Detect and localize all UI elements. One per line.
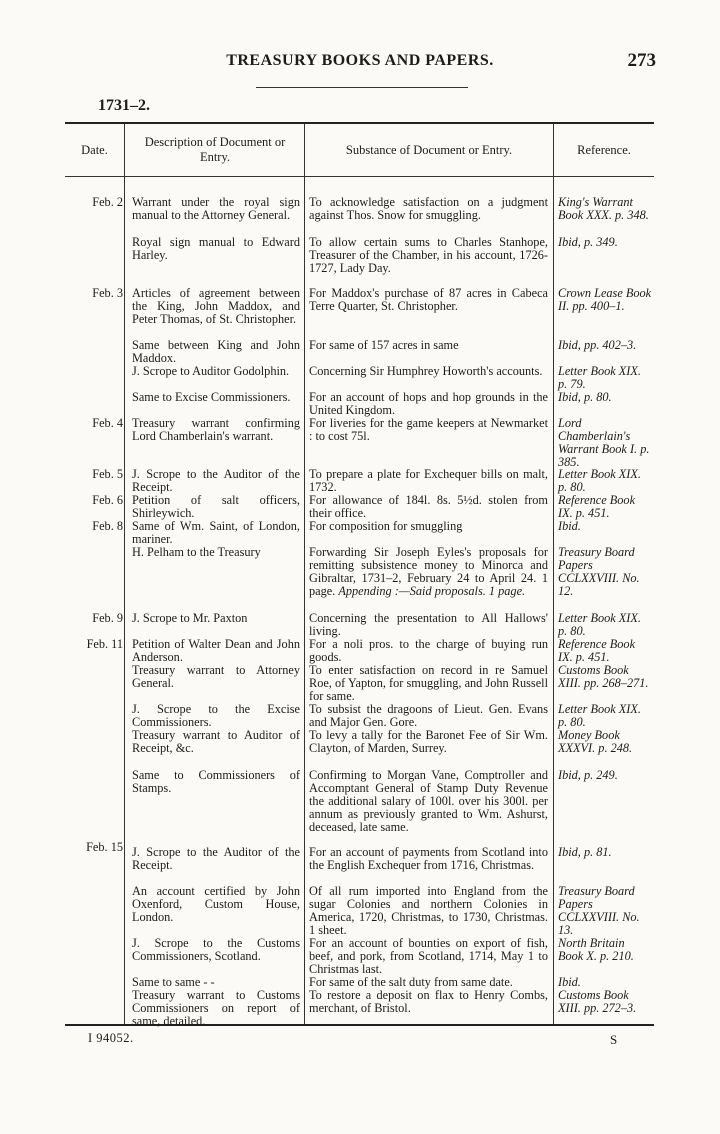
substance-main: Forwarding Sir Joseph Eyles's proposals for remitting subsistence money to Minorca and Gibraltar, 1731–2, February 24 to April 24. 1 page. bbox=[309, 545, 548, 598]
row-description: Petition of salt officers, Shirleywich. bbox=[132, 493, 300, 520]
row-reference: Ibid, pp. 402–3. bbox=[558, 338, 637, 352]
page-number: 273 bbox=[627, 50, 656, 71]
row-substance: To restore a deposit on flax to Henry Combs, merchant, of Bristol. bbox=[309, 988, 548, 1015]
column-divider bbox=[304, 124, 305, 1024]
row-date: Feb. 4 bbox=[92, 416, 123, 430]
row-substance: To subsist the dragoons of Lieut. Gen. Evans and Major Gen. Gore. bbox=[309, 702, 548, 729]
row-substance: For same of the salt duty from same date. bbox=[309, 975, 513, 989]
row-description: Same to Commissioners of Stamps. bbox=[132, 768, 300, 795]
row-reference: Letter Book XIX. p. 80. bbox=[558, 611, 641, 638]
row-description: Treasury warrant confirming Lord Chamberlain's warrant. bbox=[132, 416, 300, 443]
row-substance: Concerning the presentation to All Hallows' living. bbox=[309, 611, 548, 638]
row-reference: Reference Book IX. p. 451. bbox=[558, 493, 636, 520]
gathering-mark: S bbox=[610, 1032, 618, 1047]
row-reference: Ibid. bbox=[558, 975, 581, 989]
row-reference: Letter Book XIX. p. 80. bbox=[558, 702, 641, 729]
row-description: J. Scrope to Mr. Paxton bbox=[132, 611, 248, 625]
row-description: Treasury warrant to Customs Commissioners on report of same, detailed. bbox=[132, 988, 300, 1028]
row-reference: Customs Book XIII. pp. 268–271. bbox=[558, 663, 649, 690]
row-reference: Money Book XXXVI. p. 248. bbox=[558, 728, 633, 755]
row-description: J. Scrope to Auditor Godolphin. bbox=[132, 364, 290, 378]
column-header-reference: Reference. bbox=[577, 142, 631, 157]
row-reference: Treasury Board Papers CCLXXVIII. No. 12. bbox=[558, 545, 640, 598]
row-description: Royal sign manual to Edward Harley. bbox=[132, 235, 300, 262]
row-reference: Ibid, p. 81. bbox=[558, 845, 612, 859]
row-description: J. Scrope to the Auditor of the Receipt. bbox=[132, 467, 300, 494]
row-description: Articles of agreement between the King, John Maddox, and Peter Thomas, of St. Christopher. bbox=[132, 286, 300, 326]
row-description: Same between King and John Maddox. bbox=[132, 338, 300, 365]
row-reference: North Britain Book X. p. 210. bbox=[558, 936, 634, 963]
row-date: Feb. 15 bbox=[86, 840, 123, 854]
row-description: Same of Wm. Saint, of London, mariner. bbox=[132, 519, 300, 546]
row-substance: For Maddox's purchase of 87 acres in Cabeca Terre Quarter, St. Christopher. bbox=[309, 286, 548, 313]
row-reference: Lord Chamberlain's Warrant Book I. p. 385. bbox=[558, 416, 650, 469]
column-header-description: Description of Document or Entry. bbox=[144, 135, 286, 164]
row-date: Feb. 2 bbox=[92, 195, 123, 209]
row-reference: Ibid, p. 249. bbox=[558, 768, 618, 782]
row-description: H. Pelham to the Treasury bbox=[132, 545, 261, 559]
substance-appending: Appending :—Said proposals. 1 page. bbox=[338, 584, 526, 598]
row-description: Treasury warrant to Attorney General. bbox=[132, 663, 300, 690]
row-substance: For an account of payments from Scotland into the English Exchequer from 1716, Christmas. bbox=[309, 845, 548, 872]
row-substance: For allowance of 184l. 8s. 5½d. stolen from their office. bbox=[309, 493, 548, 520]
column-header-date: Date. bbox=[81, 142, 108, 157]
row-description: Petition of Walter Dean and John Anderson. bbox=[132, 637, 300, 664]
year-heading: 1731–2. bbox=[98, 97, 150, 114]
row-substance: To prepare a plate for Exchequer bills on malt, 1732. bbox=[309, 467, 548, 494]
row-date: Feb. 9 bbox=[92, 611, 123, 625]
row-description: An account certified by John Oxenford, Custom House, London. bbox=[132, 884, 300, 924]
row-substance: For composition for smuggling bbox=[309, 519, 463, 533]
column-divider bbox=[553, 124, 554, 1024]
row-date: Feb. 3 bbox=[92, 286, 123, 300]
row-substance: To allow certain sums to Charles Stanhope, Treasurer of the Chamber, in his account, 1726-1727, Lady Day. bbox=[309, 235, 548, 275]
row-description: Same to Excise Commissioners. bbox=[132, 390, 291, 404]
column-header-substance: Substance of Document or Entry. bbox=[345, 142, 513, 157]
entries-table bbox=[65, 122, 654, 1026]
row-substance: To enter satisfaction on record in re Samuel Roe, of Yapton, for smuggling, and John Russell for same. bbox=[309, 663, 548, 703]
row-reference: Customs Book XIII. pp. 272–3. bbox=[558, 988, 637, 1015]
row-reference: Ibid, p. 80. bbox=[558, 390, 612, 404]
row-substance: To levy a tally for the Baronet Fee of Sir Wm. Clayton, of Marden, Surrey. bbox=[309, 728, 548, 755]
row-substance: Confirming to Morgan Vane, Comptroller and Accomptant General of Stamp Duty Revenue the additional salary of 100l. over his 300l. per annum as previously granted to Wm. Ashurst, deceased, late same. bbox=[309, 768, 548, 834]
row-reference: Crown Lease Book II. pp. 400–1. bbox=[558, 286, 652, 313]
row-substance: To acknowledge satisfaction on a judgment against Thos. Snow for smuggling. bbox=[309, 195, 548, 222]
row-substance: Of all rum imported into England from the sugar Colonies and northern Colonies in America, 1720, Christmas, to 1730, Christmas. 1 sheet. bbox=[309, 884, 548, 937]
row-date: Feb. 5 bbox=[92, 467, 123, 481]
row-reference: Letter Book XIX. p. 79. bbox=[558, 364, 641, 391]
row-description: J. Scrope to the Auditor of the Receipt. bbox=[132, 845, 300, 872]
signature-mark: I 94052. bbox=[88, 1031, 134, 1045]
row-description: Same to same - - bbox=[132, 975, 215, 989]
row-description: Warrant under the royal sign manual to the Attorney General. bbox=[132, 195, 300, 222]
row-date: Feb. 8 bbox=[92, 519, 123, 533]
row-description: J. Scrope to the Customs Commissioners, Scotland. bbox=[132, 936, 300, 963]
row-substance: For same of 157 acres in same bbox=[309, 338, 459, 352]
column-divider bbox=[124, 124, 125, 1024]
header-rule-table bbox=[65, 176, 654, 177]
running-head: TREASURY BOOKS AND PAPERS. bbox=[226, 52, 494, 69]
row-reference: Ibid. bbox=[558, 519, 581, 533]
row-substance: For an account of hops and hop grounds in the United Kingdom. bbox=[309, 390, 548, 417]
row-date: Feb. 6 bbox=[92, 493, 123, 507]
row-reference: Reference Book IX. p. 451. bbox=[558, 637, 636, 664]
row-date: Feb. 11 bbox=[86, 637, 123, 651]
row-reference: Letter Book XIX. p. 80. bbox=[558, 467, 641, 494]
row-substance: For an account of bounties on export of fish, beef, and pork, from Scotland, 1714, May 1 to Christmas last. bbox=[309, 936, 548, 976]
row-reference: King's Warrant Book XXX. p. 348. bbox=[558, 195, 649, 222]
header-rule bbox=[256, 87, 468, 88]
row-description: J. Scrope to the Excise Commissioners. bbox=[132, 702, 300, 729]
row-substance bbox=[309, 546, 548, 598]
row-substance: For liveries for the game keepers at Newmarket : to cost 75l. bbox=[309, 416, 548, 443]
row-substance: Concerning Sir Humphrey Howorth's accounts. bbox=[309, 364, 543, 378]
row-substance: For a noli pros. to the charge of buying run goods. bbox=[309, 637, 548, 664]
row-reference: Treasury Board Papers CCLXXVIII. No. 13. bbox=[558, 884, 640, 937]
row-description: Treasury warrant to Auditor of Receipt, &c. bbox=[132, 728, 300, 755]
row-reference: Ibid, p. 349. bbox=[558, 235, 618, 249]
